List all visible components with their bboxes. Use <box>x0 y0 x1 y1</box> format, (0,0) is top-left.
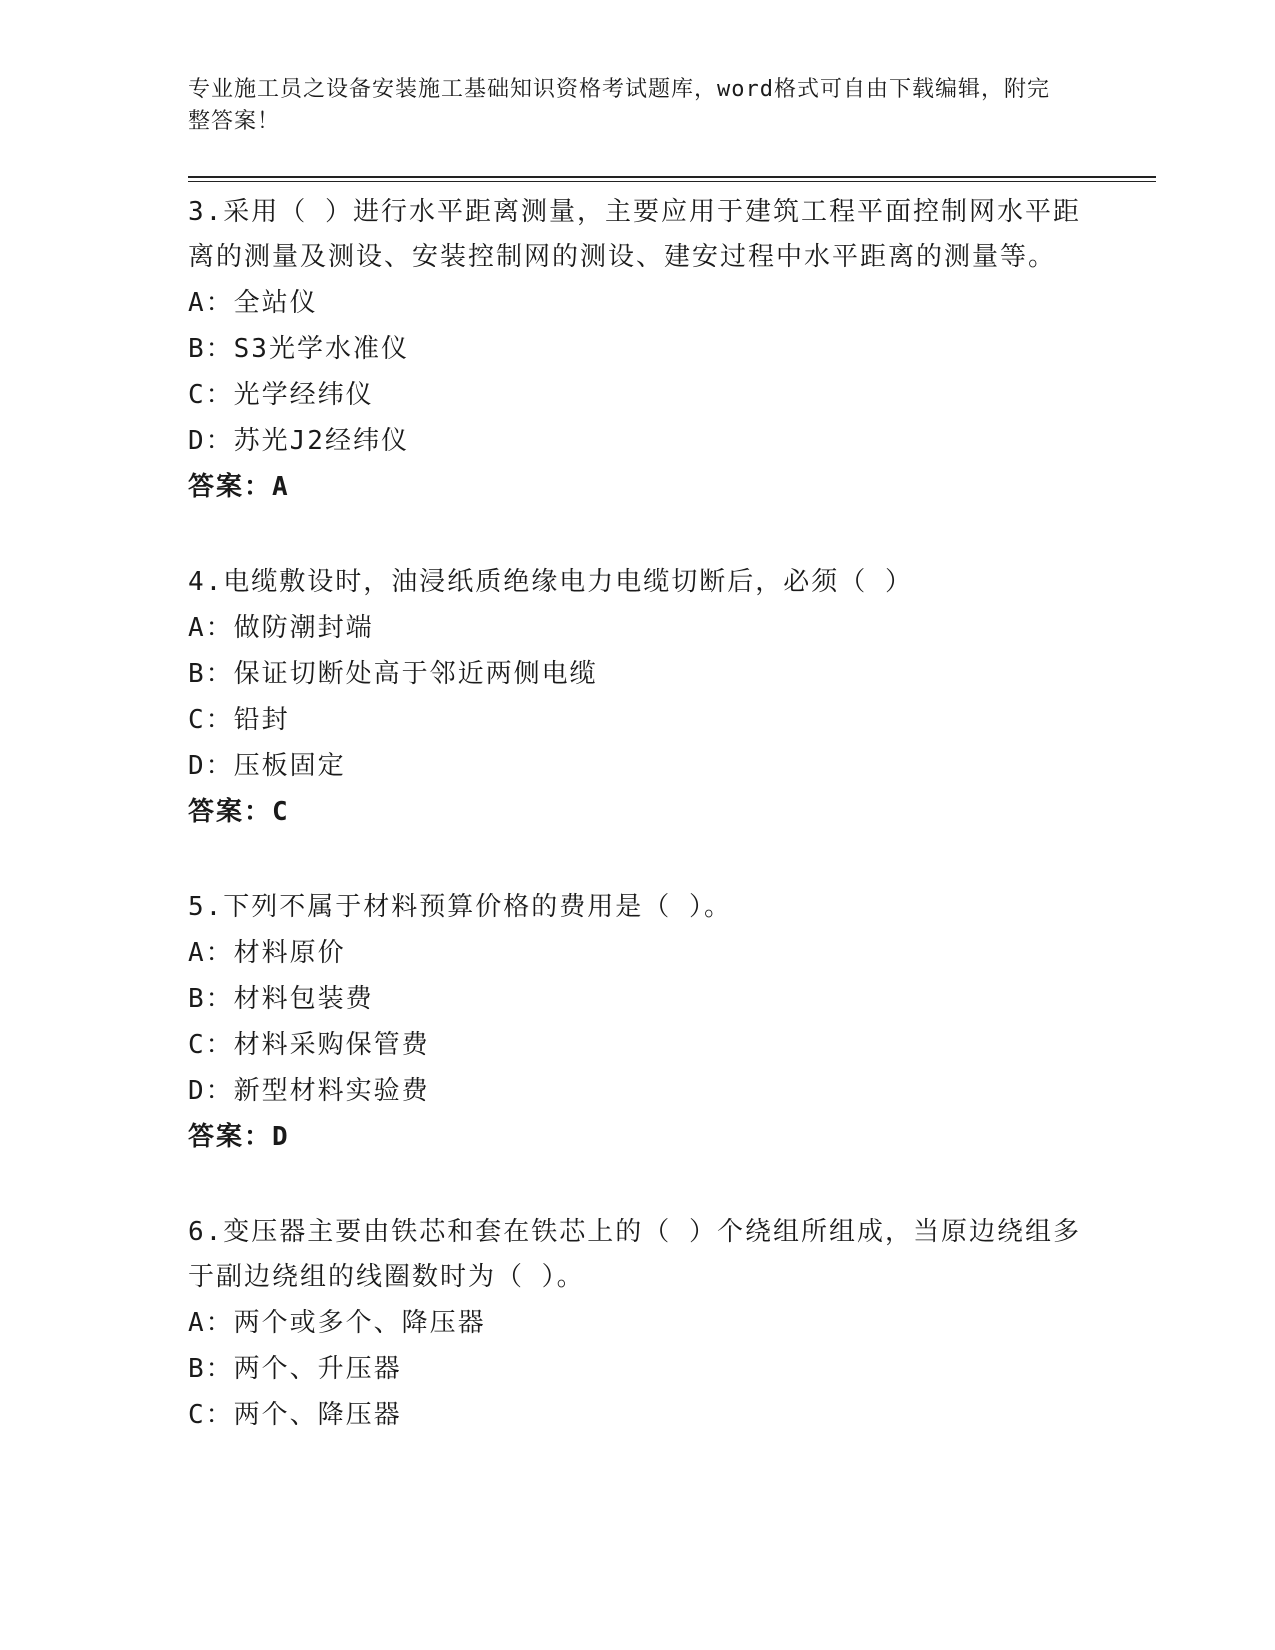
document-header: 专业施工员之设备安装施工基础知识资格考试题库，word格式可自由下载编辑，附完整答案！ <box>188 77 1050 134</box>
option-a: A：两个或多个、降压器 <box>188 1308 486 1338</box>
option-a: A：全站仪 <box>188 288 318 318</box>
option-c: C：光学经纬仪 <box>188 380 374 410</box>
answer-line: 答案：D <box>188 1122 290 1152</box>
option-b: B：两个、升压器 <box>188 1354 402 1384</box>
option-c: C：两个、降压器 <box>188 1400 402 1430</box>
question-spacer <box>188 510 1088 560</box>
option-c: C：铅封 <box>188 705 290 735</box>
question-5 <box>188 885 1088 1160</box>
question-3 <box>188 190 1088 510</box>
question-spacer <box>188 835 1088 885</box>
option-b: B：材料包装费 <box>188 984 374 1014</box>
question-spacer <box>188 1160 1088 1210</box>
option-d: D：新型材料实验费 <box>188 1076 430 1106</box>
question-stem: 5.下列不属于材料预算价格的费用是（ ）。 <box>188 892 732 922</box>
question-stem: 6.变压器主要由铁芯和套在铁芯上的（ ）个绕组所组成，当原边绕组多于副边绕组的线圈数时为（ ）。 <box>188 1217 1081 1292</box>
option-d: D：压板固定 <box>188 751 346 781</box>
question-list <box>188 190 1088 1438</box>
question-6 <box>188 1210 1088 1438</box>
option-c: C：材料采购保管费 <box>188 1030 430 1060</box>
question-stem: 3.采用（ ）进行水平距离测量，主要应用于建筑工程平面控制网水平距离的测量及测设、安装控制网的测设、建安过程中水平距离的测量等。 <box>188 197 1081 272</box>
header-divider <box>188 176 1156 182</box>
option-a: A：做防潮封端 <box>188 613 374 643</box>
option-b: B：保证切断处高于邻近两侧电缆 <box>188 659 598 689</box>
answer-line: 答案：A <box>188 472 290 502</box>
option-a: A：材料原价 <box>188 938 346 968</box>
option-d: D：苏光J2经纬仪 <box>188 426 409 456</box>
answer-line: 答案：C <box>188 797 290 827</box>
question-stem: 4.电缆敷设时，油浸纸质绝缘电力电缆切断后，必须（ ） <box>188 567 913 597</box>
question-4 <box>188 560 1088 835</box>
option-b: B：S3光学水准仪 <box>188 334 409 364</box>
